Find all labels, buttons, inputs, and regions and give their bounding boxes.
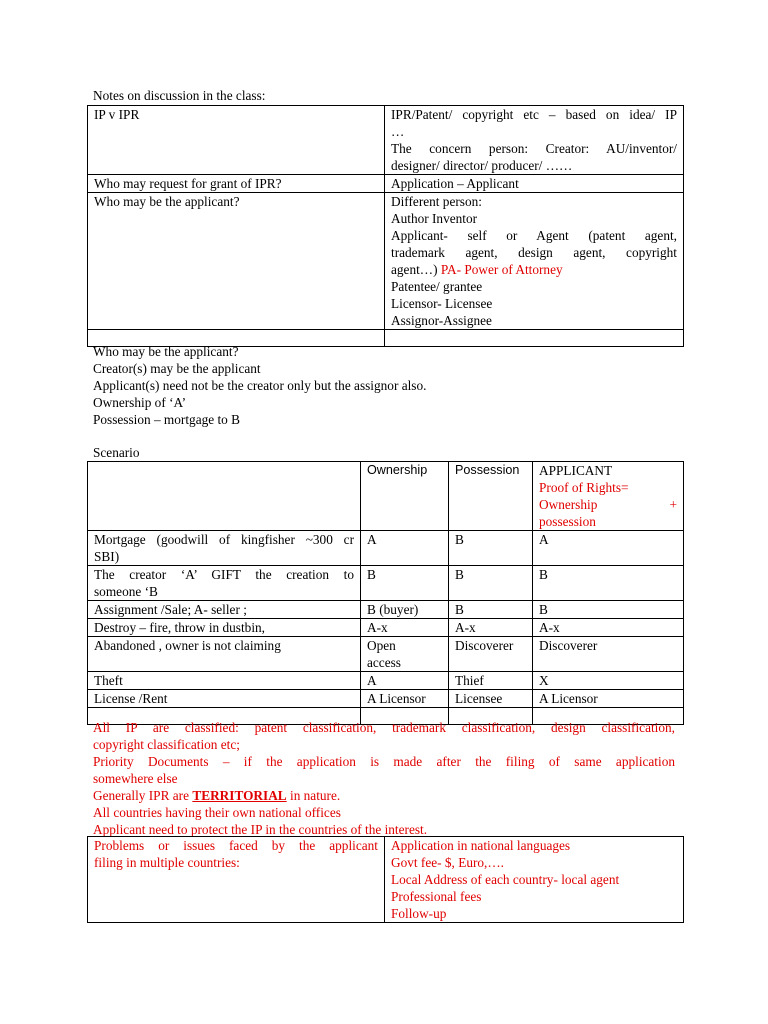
column-header: APPLICANT [539, 463, 613, 478]
problem-line: Problems or issues faced by the applicant [94, 838, 378, 853]
note-line: Who may be the applicant? [93, 344, 239, 359]
ownership-value: Open [367, 638, 396, 653]
row-label: IP v IPR [94, 107, 140, 122]
note-text: Generally IPR are [93, 788, 193, 803]
cell-line [391, 261, 677, 278]
table-cell: B [533, 566, 684, 601]
table-cell: B [449, 601, 533, 619]
territorial-note [93, 787, 675, 804]
note-line: Applicant(s) need not be the creator only but the assignor also. [93, 378, 427, 393]
table-cell [385, 837, 684, 923]
ownership-value: A [367, 532, 377, 547]
issue-item: Professional fees [391, 889, 482, 904]
issue-item: Application in national languages [391, 838, 571, 853]
table-cell [361, 601, 449, 619]
cell-line: Different person: [391, 194, 482, 209]
proof-note-line [539, 496, 677, 513]
table-row [88, 601, 684, 619]
table-cell [533, 462, 684, 531]
scenario-line: The creator ‘A’ GIFT the creation to [94, 567, 354, 582]
table-row [88, 175, 684, 193]
table-cell: B [449, 566, 533, 601]
table-cell [361, 637, 449, 672]
cell-line: The concern person: Creator: AU/inventor/ [391, 141, 677, 156]
table-cell [88, 566, 361, 601]
scenario-line: someone ‘B [94, 584, 158, 599]
ownership-value: access [367, 655, 401, 670]
table-cell [385, 106, 684, 175]
scenario-line: Assignment /Sale; A- seller ; [94, 602, 247, 617]
proof-note-ownership: Ownership [539, 497, 598, 512]
row-label: Who may request for grant of IPR? [94, 176, 282, 191]
note-line: Possession – mortgage to B [93, 412, 241, 427]
table-cell: A Licensor [533, 690, 684, 708]
cell-line: … [391, 124, 405, 139]
table-cell [88, 193, 385, 330]
table-cell [88, 175, 385, 193]
table-cell [385, 175, 684, 193]
column-header: Ownership [361, 462, 449, 531]
ownership-value: A [367, 673, 377, 688]
table-cell: Thief [449, 672, 533, 690]
table-cell [88, 106, 385, 175]
scenario-line: License /Rent [94, 691, 168, 706]
territorial-emphasis: TERRITORIAL [192, 788, 287, 803]
cell-line: Application – Applicant [391, 176, 519, 191]
ownership-value: B (buyer) [367, 602, 419, 617]
problem-line: filing in multiple countries: [94, 855, 240, 870]
table-cell: Discoverer [533, 637, 684, 672]
row-label: Who may be the applicant? [94, 194, 240, 209]
cell-line: Patentee/ grantee [391, 279, 483, 294]
protect-note: Applicant need to protect the IP in the countries of the interest. [93, 822, 428, 837]
note-line: Creator(s) may be the applicant [93, 361, 261, 376]
table-cell: A-x [449, 619, 533, 637]
cell-line: Licensor- Licensee [391, 296, 493, 311]
agent-text: agent…) [391, 262, 438, 277]
table-cell: Licensee [449, 690, 533, 708]
table-cell [361, 690, 449, 708]
problems-table [87, 836, 684, 923]
note-line: somewhere else [93, 771, 178, 786]
ip-table [87, 105, 684, 347]
notes-heading: Notes on discussion in the class: [93, 88, 266, 103]
priority-note [93, 753, 675, 787]
scenario-line: Theft [94, 673, 123, 688]
table-cell: X [533, 672, 684, 690]
note-line: All IP are classified: patent classification, trademark classification, design classification, [93, 720, 675, 735]
table-row [88, 619, 684, 637]
table-row [88, 531, 684, 566]
issue-item: Govt fee- $, Euro,…. [391, 855, 504, 870]
table-cell: B [449, 531, 533, 566]
scenario-line: Abandoned , owner is not claiming [94, 638, 281, 653]
cell-line: Assignor-Assignee [391, 313, 492, 328]
classification-note [93, 719, 675, 753]
cell-line: Applicant- self or Agent (patent agent, [391, 228, 677, 243]
scenario-line: Mortgage (goodwill of kingfisher ~300 cr [94, 532, 354, 547]
cell-line: trademark agent, design agent, copyright [391, 245, 677, 260]
table-row [88, 837, 684, 923]
table-row [88, 637, 684, 672]
table-cell [88, 637, 361, 672]
table-cell [361, 619, 449, 637]
table-row [88, 106, 684, 175]
table-cell [361, 566, 449, 601]
table-cell [88, 837, 385, 923]
proof-note-line: possession [539, 514, 596, 529]
scenario-line: Destroy – fire, throw in dustbin, [94, 620, 265, 635]
table-cell: A [533, 531, 684, 566]
cell-line: designer/ director/ producer/ …… [391, 158, 573, 173]
table-cell [385, 193, 684, 330]
table-cell [88, 690, 361, 708]
ownership-value: B [367, 567, 376, 582]
table-cell: A-x [533, 619, 684, 637]
note-text: in nature. [286, 788, 341, 803]
table-row [88, 690, 684, 708]
proof-note-line: Proof of Rights= [539, 480, 629, 495]
proof-note-plus: + [669, 497, 677, 512]
issue-item: Local Address of each country- local agent [391, 872, 620, 887]
note-line: Priority Documents – if the application is made after the filing of same application [93, 754, 675, 769]
table-cell [88, 672, 361, 690]
column-header: Possession [449, 462, 533, 531]
table-cell [361, 531, 449, 566]
table-cell: B [533, 601, 684, 619]
scenario-label: Scenario [93, 445, 140, 460]
note-line: copyright classification etc; [93, 737, 240, 752]
table-cell [88, 601, 361, 619]
table-cell: Discoverer [449, 637, 533, 672]
table-row [88, 566, 684, 601]
scenario-line: SBI) [94, 549, 120, 564]
ownership-value: A-x [367, 620, 388, 635]
cell-line: Author Inventor [391, 211, 478, 226]
issue-item: Follow-up [391, 906, 447, 921]
table-cell [88, 531, 361, 566]
ownership-value: A Licensor [367, 691, 426, 706]
table-header-row [88, 462, 684, 531]
scenario-table [87, 461, 684, 725]
table-cell [361, 672, 449, 690]
table-row [88, 672, 684, 690]
table-row [88, 193, 684, 330]
national-offices-note: All countries having their own national offices [93, 805, 341, 820]
power-of-attorney-note: PA- Power of Attorney [440, 262, 563, 277]
table-cell [88, 462, 361, 531]
table-cell [88, 619, 361, 637]
note-line: Ownership of ‘A’ [93, 395, 187, 410]
cell-line: IPR/Patent/ copyright etc – based on idea/ IP [391, 107, 677, 122]
